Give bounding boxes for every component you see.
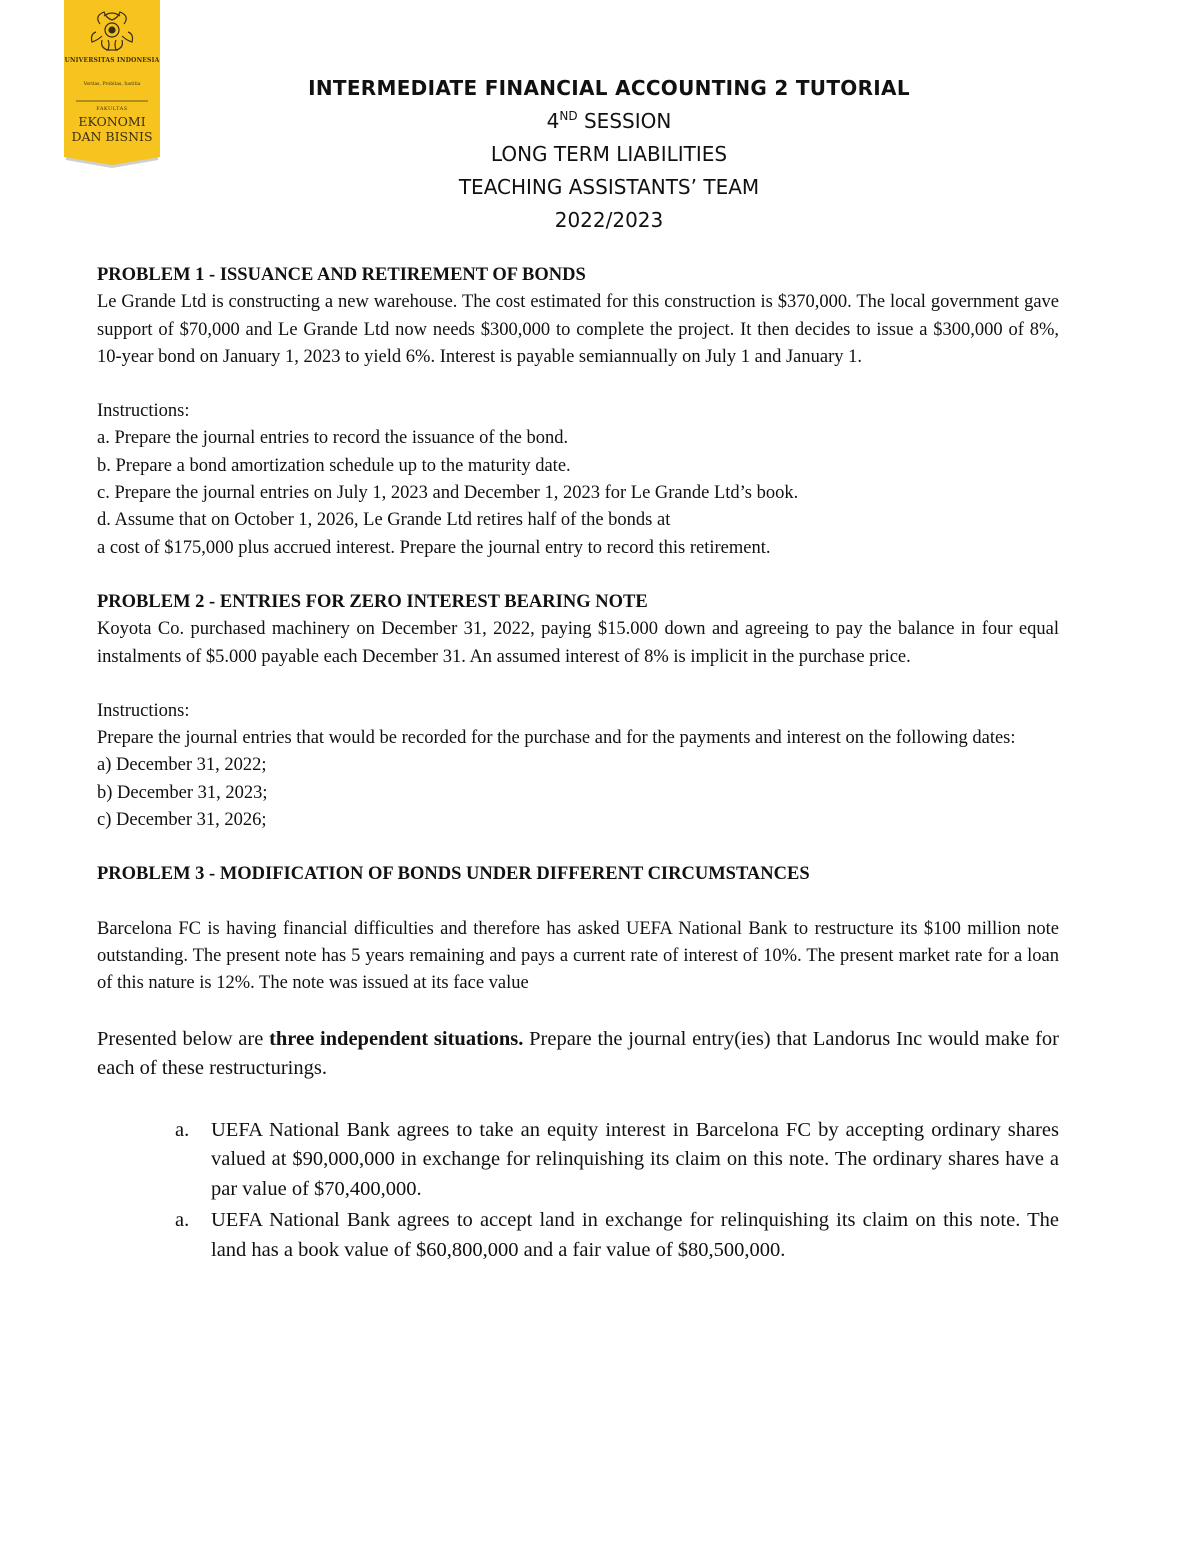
list-marker: a. — [175, 1118, 190, 1141]
situations-list — [97, 1116, 1059, 1266]
problem-3-presented-text — [97, 1025, 1059, 1084]
problem-1-section — [97, 262, 1059, 562]
problem-2-item-c: c) December 31, 2026; — [97, 810, 267, 831]
problem-1-item-a: a. Prepare the journal entries to record the issuance of the bond. — [97, 428, 569, 449]
document-title: INTERMEDIATE FINANCIAL ACCOUNTING 2 TUTORIAL — [308, 76, 910, 100]
spacer — [97, 834, 1059, 861]
session-line — [0, 105, 1200, 138]
spacer — [97, 671, 1059, 698]
faculty-name-line-1: EKONOMI — [78, 114, 146, 129]
problem-2-item-a: a) December 31, 2022; — [97, 755, 267, 776]
session-superscript: ND — [559, 109, 578, 123]
problem-1-item-c: c. Prepare the journal entries on July 1, 2023 and December 1, 2023 for Le Grande Ltd’s book. — [97, 483, 799, 504]
problem-1-body: Le Grande Ltd is constructing a new warehouse. The cost estimated for this construction is $370,000. The local government gave support of $70,000 and Le Grande Ltd now needs $300,000 to complete the project. It then decides to issue a $300,000 of 8%, 10-year bond on January 1, 2023 to yield 6%. Interest is payable semiannually on July 1 and January 1. — [97, 292, 1059, 367]
faculty-label: FAKULTAS — [96, 106, 128, 112]
list-item — [97, 1116, 1059, 1205]
university-name-text: UNIVERSITAS INDONESIA — [64, 57, 160, 64]
spacer — [97, 1084, 1059, 1100]
problem-2-heading: PROBLEM 2 - ENTRIES FOR ZERO INTEREST BEARING NOTE — [97, 591, 648, 612]
situation-text: UEFA National Bank agrees to accept land in exchange for relinquishing its claim on this note. The land has a book value of $60,800,000 and a fair value of $80,500,000. — [211, 1209, 1059, 1261]
university-name — [64, 58, 160, 65]
list-item — [97, 1206, 1059, 1265]
spacer — [97, 889, 1059, 916]
problem-2-item-b: b) December 31, 2023; — [97, 782, 268, 803]
problem-3-section — [97, 861, 1059, 1265]
problem-3-heading: PROBLEM 3 - MODIFICATION OF BONDS UNDER DIFFERENT CIRCUMSTANCES — [97, 864, 810, 885]
problem-1-item-d: d. Assume that on October 1, 2026, Le Grande Ltd retires half of the bonds at — [97, 510, 671, 531]
faculty-name-line-2: DAN BISNIS — [71, 129, 153, 144]
topic-line: LONG TERM LIABILITIES — [490, 142, 728, 166]
problem-2-body: Koyota Co. purchased machinery on December 31, 2022, paying $15.000 down and agreeing to pay the balance in four equal instalments of $5.000 payable each December 31. An assumed interest of 8% is implicit in the purchase price. — [97, 619, 1059, 667]
spacer — [97, 371, 1059, 398]
document-header — [0, 72, 1200, 237]
problem-2-section — [97, 589, 1059, 834]
presented-after: Prepare the journal entry(ies) that Landorus Inc would make for each of these restructurings. — [97, 1027, 1059, 1080]
spacer — [97, 998, 1059, 1025]
spacer — [97, 1100, 1059, 1116]
problem-1-item-d-continued: a cost of $175,000 plus accrued interest. Prepare the journal entry to record this retirement. — [97, 537, 771, 558]
team-line: TEACHING ASSISTANTS’ TEAM — [458, 175, 760, 199]
year-line: 2022/2023 — [554, 208, 664, 232]
problem-1-instructions-label: Instructions: — [97, 401, 190, 422]
session-word: SESSION — [577, 109, 672, 133]
list-marker: a. — [175, 1209, 190, 1232]
session-number: 4 — [546, 109, 560, 133]
problem-1-heading: PROBLEM 1 - ISSUANCE AND RETIREMENT OF BONDS — [97, 265, 586, 285]
problem-2-instructions-label: Instructions: — [97, 700, 190, 721]
spacer — [97, 562, 1059, 589]
problem-1-item-b: b. Prepare a bond amortization schedule up to the maturity date. — [97, 455, 571, 476]
problem-2-instructions-text: Prepare the journal entries that would be recorded for the purchase and for the payments and interest on the following dates: — [97, 728, 1016, 749]
document-body — [97, 262, 1059, 1267]
presented-before: Presented below are — [97, 1027, 270, 1050]
problem-3-body: Barcelona FC is having financial difficulties and therefore has asked UEFA National Bank to restructure its $100 million note outstanding. The present note has 5 years remaining and pays a current rate of interest of 10%. The present market rate for a loan of this nature is 12%. The note was issued at its face value — [97, 918, 1059, 994]
situation-text: UEFA National Bank agrees to take an equity interest in Barcelona FC by accepting ordinary shares valued at $90,000,000 in exchange for relinquishing its claim on this note. The ordinary shares have a par value of $70,400,000. — [211, 1118, 1059, 1200]
university-motto: Veritas, Probitas, Iustitia — [83, 82, 141, 87]
presented-bold: three independent situations. — [269, 1027, 524, 1050]
